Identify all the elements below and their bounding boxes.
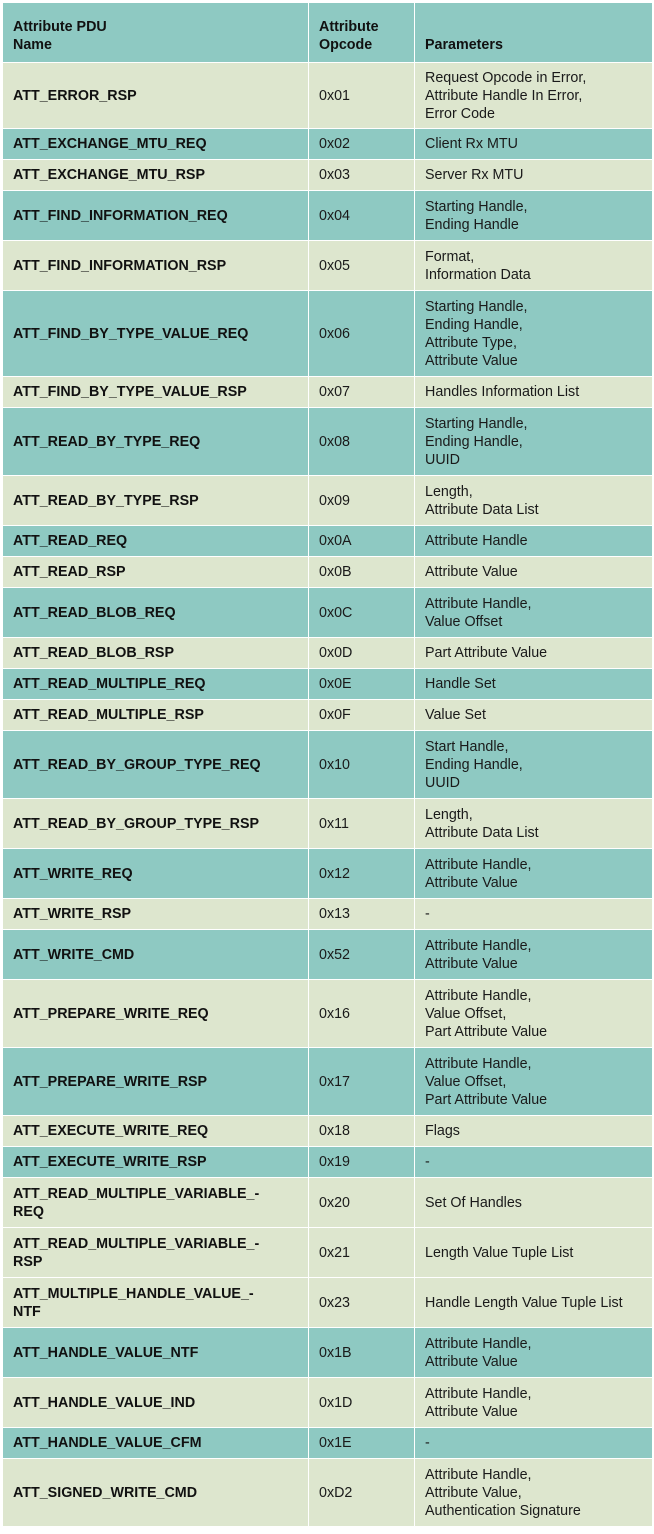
pdu-name-cell [3,1378,309,1428]
parameters-cell [415,191,653,241]
table-row [3,700,653,731]
pdu-name-cell-text: ATT_READ_BY_TYPE_RSP [13,492,199,509]
opcode-cell [309,241,415,291]
parameters-cell [415,638,653,669]
parameters-cell [415,160,653,191]
opcode-cell-text: 0x11 [319,815,349,832]
pdu-name-cell-text: ATT_PREPARE_WRITE_RSP [13,1073,208,1090]
opcode-cell-text: 0x20 [319,1194,351,1211]
pdu-name-cell-text: ATT_FIND_INFORMATION_REQ [13,207,228,224]
pdu-name-cell-text: ATT_READ_RSP [13,564,126,580]
opcode-cell [309,1147,415,1178]
parameters-cell [415,1378,653,1428]
pdu-name-cell-text: ATT_MULTIPLE_HANDLE_VALUE_- NTF [13,1285,254,1320]
pdu-name-cell [3,1328,309,1378]
pdu-name-cell [3,191,309,241]
opcode-cell [309,899,415,930]
opcode-cell-text: 0x02 [319,136,351,152]
pdu-name-cell [3,476,309,526]
opcode-cell-text: 0x21 [319,1244,351,1261]
opcode-cell-text: 0x0F [319,707,351,723]
opcode-cell [309,849,415,899]
opcode-cell [309,63,415,129]
pdu-name-cell-text: ATT_EXCHANGE_MTU_REQ [13,136,207,152]
opcode-cell [309,129,415,160]
parameters-cell-text: - [425,1154,430,1170]
header-parameters [415,3,653,63]
pdu-name-cell [3,849,309,899]
opcode-cell-text: 0x13 [319,906,351,922]
opcode-cell-text: 0x1B [319,1344,352,1361]
table-row [3,1048,653,1116]
opcode-cell [309,191,415,241]
pdu-name-cell-text: ATT_READ_REQ [13,533,128,549]
table-row [3,638,653,669]
pdu-name-cell [3,799,309,849]
opcode-cell [309,930,415,980]
table-row [3,1278,653,1328]
table-row [3,849,653,899]
parameters-cell [415,1278,653,1328]
parameters-cell-text: Length, Attribute Data List [425,806,539,841]
opcode-cell [309,1048,415,1116]
pdu-name-cell [3,1428,309,1459]
pdu-name-cell [3,291,309,377]
pdu-name-cell [3,1178,309,1228]
opcode-cell [309,731,415,799]
opcode-cell-text: 0x19 [319,1154,351,1170]
table-row [3,63,653,129]
parameters-cell [415,377,653,408]
parameters-cell [415,241,653,291]
table-row [3,1459,653,1527]
pdu-name-cell-text: ATT_FIND_INFORMATION_RSP [13,257,227,274]
parameters-cell [415,1178,653,1228]
parameters-cell-text: Length Value Tuple List [425,1244,574,1261]
parameters-cell-text: Attribute Handle, Attribute Value [425,1385,532,1420]
parameters-cell-text: Attribute Handle, Attribute Value [425,856,532,891]
parameters-cell-text: Handles Information List [425,384,580,400]
parameters-cell-text: Starting Handle, Ending Handle, Attribute Type, Attribute Value [425,298,528,369]
opcode-cell [309,1228,415,1278]
parameters-cell [415,526,653,557]
pdu-name-cell-text: ATT_SIGNED_WRITE_CMD [13,1484,198,1501]
pdu-name-cell-text: ATT_EXCHANGE_MTU_RSP [13,167,205,183]
parameters-cell-text: Attribute Handle [425,533,528,549]
pdu-name-cell [3,557,309,588]
parameters-cell-text: Client Rx MTU [425,136,518,152]
opcode-cell-text: 0x16 [319,1005,351,1022]
pdu-name-cell [3,1278,309,1328]
table-row [3,476,653,526]
parameters-cell [415,129,653,160]
parameters-cell [415,669,653,700]
table-row [3,291,653,377]
table-row [3,1228,653,1278]
table-row [3,160,653,191]
table-row [3,980,653,1048]
opcode-cell-text: 0x01 [319,87,351,104]
parameters-cell-text: Start Handle, Ending Handle, UUID [425,738,523,791]
parameters-cell [415,799,653,849]
opcode-cell-text: 0x1E [319,1435,352,1451]
opcode-cell-text: 0x04 [319,207,351,224]
opcode-cell [309,980,415,1048]
parameters-cell-text: Value Set [425,707,486,723]
opcode-cell [309,526,415,557]
parameters-cell-text: Handle Set [425,676,496,692]
pdu-name-cell [3,1228,309,1278]
opcode-cell [309,1378,415,1428]
opcode-cell-text: 0x10 [319,756,351,773]
pdu-name-cell-text: ATT_WRITE_RSP [13,906,132,922]
pdu-name-cell [3,669,309,700]
parameters-cell-text: Request Opcode in Error, Attribute Handle In Error, Error Code [425,69,587,122]
pdu-name-cell-text: ATT_EXECUTE_WRITE_REQ [13,1123,209,1139]
pdu-name-cell-text: ATT_EXECUTE_WRITE_RSP [13,1154,207,1170]
parameters-cell [415,291,653,377]
opcode-cell [309,160,415,191]
opcode-cell-text: 0x1D [319,1394,353,1411]
parameters-cell-text: Attribute Handle, Value Offset, Part Attribute Value [425,1055,548,1108]
pdu-name-cell [3,241,309,291]
table-row [3,1147,653,1178]
parameters-cell-text: Format, Information Data [425,248,531,283]
table-row [3,799,653,849]
pdu-name-cell [3,408,309,476]
parameters-cell [415,1428,653,1459]
pdu-name-cell-text: ATT_READ_MULTIPLE_VARIABLE_- REQ [13,1185,260,1220]
parameters-cell [415,1228,653,1278]
parameters-cell [415,930,653,980]
pdu-name-cell-text: ATT_READ_BY_TYPE_REQ [13,433,201,450]
pdu-name-cell-text: ATT_FIND_BY_TYPE_VALUE_RSP [13,384,247,400]
table-body [3,63,653,1527]
table-row [3,129,653,160]
parameters-cell [415,1147,653,1178]
opcode-cell-text: 0x08 [319,433,351,450]
pdu-name-cell-text: ATT_READ_BLOB_REQ [13,604,176,621]
opcode-cell-text: 0x06 [319,325,351,342]
opcode-cell-text: 0x05 [319,257,351,274]
parameters-cell [415,63,653,129]
table-row [3,731,653,799]
opcode-cell [309,799,415,849]
pdu-name-cell-text: ATT_WRITE_REQ [13,865,133,882]
parameters-cell-text: - [425,906,430,922]
table-row [3,526,653,557]
pdu-name-cell [3,129,309,160]
parameters-cell [415,1048,653,1116]
table-row [3,588,653,638]
table-row [3,1328,653,1378]
parameters-cell [415,700,653,731]
pdu-name-cell [3,930,309,980]
pdu-name-cell [3,638,309,669]
table-row [3,1116,653,1147]
pdu-name-cell-text: ATT_READ_MULTIPLE_VARIABLE_- RSP [13,1235,260,1270]
pdu-name-cell [3,1116,309,1147]
pdu-name-cell-text: ATT_HANDLE_VALUE_IND [13,1394,196,1411]
opcode-cell [309,408,415,476]
opcode-cell-text: 0x0A [319,533,352,549]
parameters-cell-text: Starting Handle, Ending Handle, UUID [425,415,528,468]
pdu-name-cell-text: ATT_READ_BY_GROUP_TYPE_RSP [13,815,260,832]
parameters-cell [415,588,653,638]
opcode-cell-text: 0x09 [319,492,351,509]
parameters-cell-text: Set Of Handles [425,1194,522,1211]
parameters-cell [415,476,653,526]
header-attribute-pdu-name [3,3,309,63]
table-row [3,669,653,700]
opcode-cell [309,1178,415,1228]
pdu-name-cell [3,1147,309,1178]
opcode-cell [309,588,415,638]
pdu-name-cell-text: ATT_FIND_BY_TYPE_VALUE_REQ [13,325,249,342]
opcode-cell [309,1116,415,1147]
opcode-cell [309,1278,415,1328]
table-row [3,191,653,241]
opcode-cell-text: 0x03 [319,167,351,183]
parameters-cell-text: Attribute Handle, Attribute Value [425,937,532,972]
parameters-cell-text: Attribute Handle, Attribute Value, Authentication Signature [425,1466,581,1519]
pdu-name-cell-text: ATT_HANDLE_VALUE_CFM [13,1435,202,1451]
table-header-row [3,3,653,63]
pdu-name-cell-text: ATT_PREPARE_WRITE_REQ [13,1005,209,1022]
table-row [3,1428,653,1459]
opcode-cell [309,669,415,700]
opcode-cell-text: 0x17 [319,1073,351,1090]
table-row [3,1178,653,1228]
pdu-name-cell [3,160,309,191]
pdu-name-cell-text: ATT_READ_MULTIPLE_RSP [13,707,204,723]
pdu-name-cell [3,899,309,930]
pdu-name-cell [3,700,309,731]
pdu-name-cell [3,588,309,638]
opcode-cell [309,476,415,526]
table-row [3,557,653,588]
opcode-cell-text: 0x0C [319,604,353,621]
opcode-cell [309,1328,415,1378]
pdu-name-cell [3,731,309,799]
parameters-cell-text: Length, Attribute Data List [425,483,539,518]
table-row [3,899,653,930]
table-row [3,408,653,476]
pdu-name-cell [3,63,309,129]
pdu-name-cell-text: ATT_WRITE_CMD [13,946,135,963]
pdu-name-cell [3,377,309,408]
parameters-cell [415,731,653,799]
opcode-cell [309,700,415,731]
pdu-name-cell-text: ATT_READ_MULTIPLE_REQ [13,676,206,692]
pdu-name-cell [3,980,309,1048]
opcode-cell-text: 0x0B [319,564,352,580]
opcode-cell-text: 0x52 [319,946,351,963]
parameters-cell-text: - [425,1435,430,1451]
pdu-name-cell-text: ATT_HANDLE_VALUE_NTF [13,1344,199,1361]
parameters-cell-text: Flags [425,1123,460,1139]
parameters-cell [415,1116,653,1147]
parameters-cell [415,557,653,588]
opcode-cell-text: 0x0E [319,676,352,692]
header-opcode-label: Attribute Opcode [319,19,379,53]
table-row [3,377,653,408]
header-attribute-opcode [309,3,415,63]
parameters-cell [415,408,653,476]
pdu-name-cell [3,1048,309,1116]
parameters-cell-text: Starting Handle, Ending Handle [425,198,528,233]
parameters-cell [415,1328,653,1378]
parameters-cell-text: Attribute Handle, Value Offset [425,595,532,630]
table-row [3,241,653,291]
header-name-label: Attribute PDU Name [13,19,107,53]
pdu-name-cell-text: ATT_ERROR_RSP [13,87,137,104]
opcode-cell [309,1459,415,1527]
pdu-name-cell-text: ATT_READ_BY_GROUP_TYPE_REQ [13,756,261,773]
opcode-cell-text: 0x12 [319,865,351,882]
header-params-label: Parameters [425,37,503,53]
attribute-pdu-table [2,2,653,1527]
opcode-cell-text: 0x0D [319,645,353,661]
opcode-cell [309,291,415,377]
parameters-cell-text: Part Attribute Value [425,645,548,661]
parameters-cell [415,1459,653,1527]
opcode-cell-text: 0x07 [319,384,351,400]
opcode-cell [309,1428,415,1459]
opcode-cell [309,638,415,669]
parameters-cell-text: Server Rx MTU [425,167,524,183]
pdu-name-cell [3,526,309,557]
opcode-cell [309,377,415,408]
table-row [3,930,653,980]
parameters-cell [415,899,653,930]
parameters-cell [415,849,653,899]
parameters-cell [415,980,653,1048]
opcode-cell [309,557,415,588]
pdu-name-cell-text: ATT_READ_BLOB_RSP [13,645,174,661]
pdu-name-cell [3,1459,309,1527]
opcode-cell-text: 0x18 [319,1123,351,1139]
opcode-cell-text: 0x23 [319,1294,351,1311]
parameters-cell-text: Attribute Handle, Value Offset, Part Attribute Value [425,987,548,1040]
parameters-cell-text: Attribute Value [425,564,518,580]
table-row [3,1378,653,1428]
parameters-cell-text: Handle Length Value Tuple List [425,1294,623,1311]
parameters-cell-text: Attribute Handle, Attribute Value [425,1335,532,1370]
opcode-cell-text: 0xD2 [319,1484,353,1501]
